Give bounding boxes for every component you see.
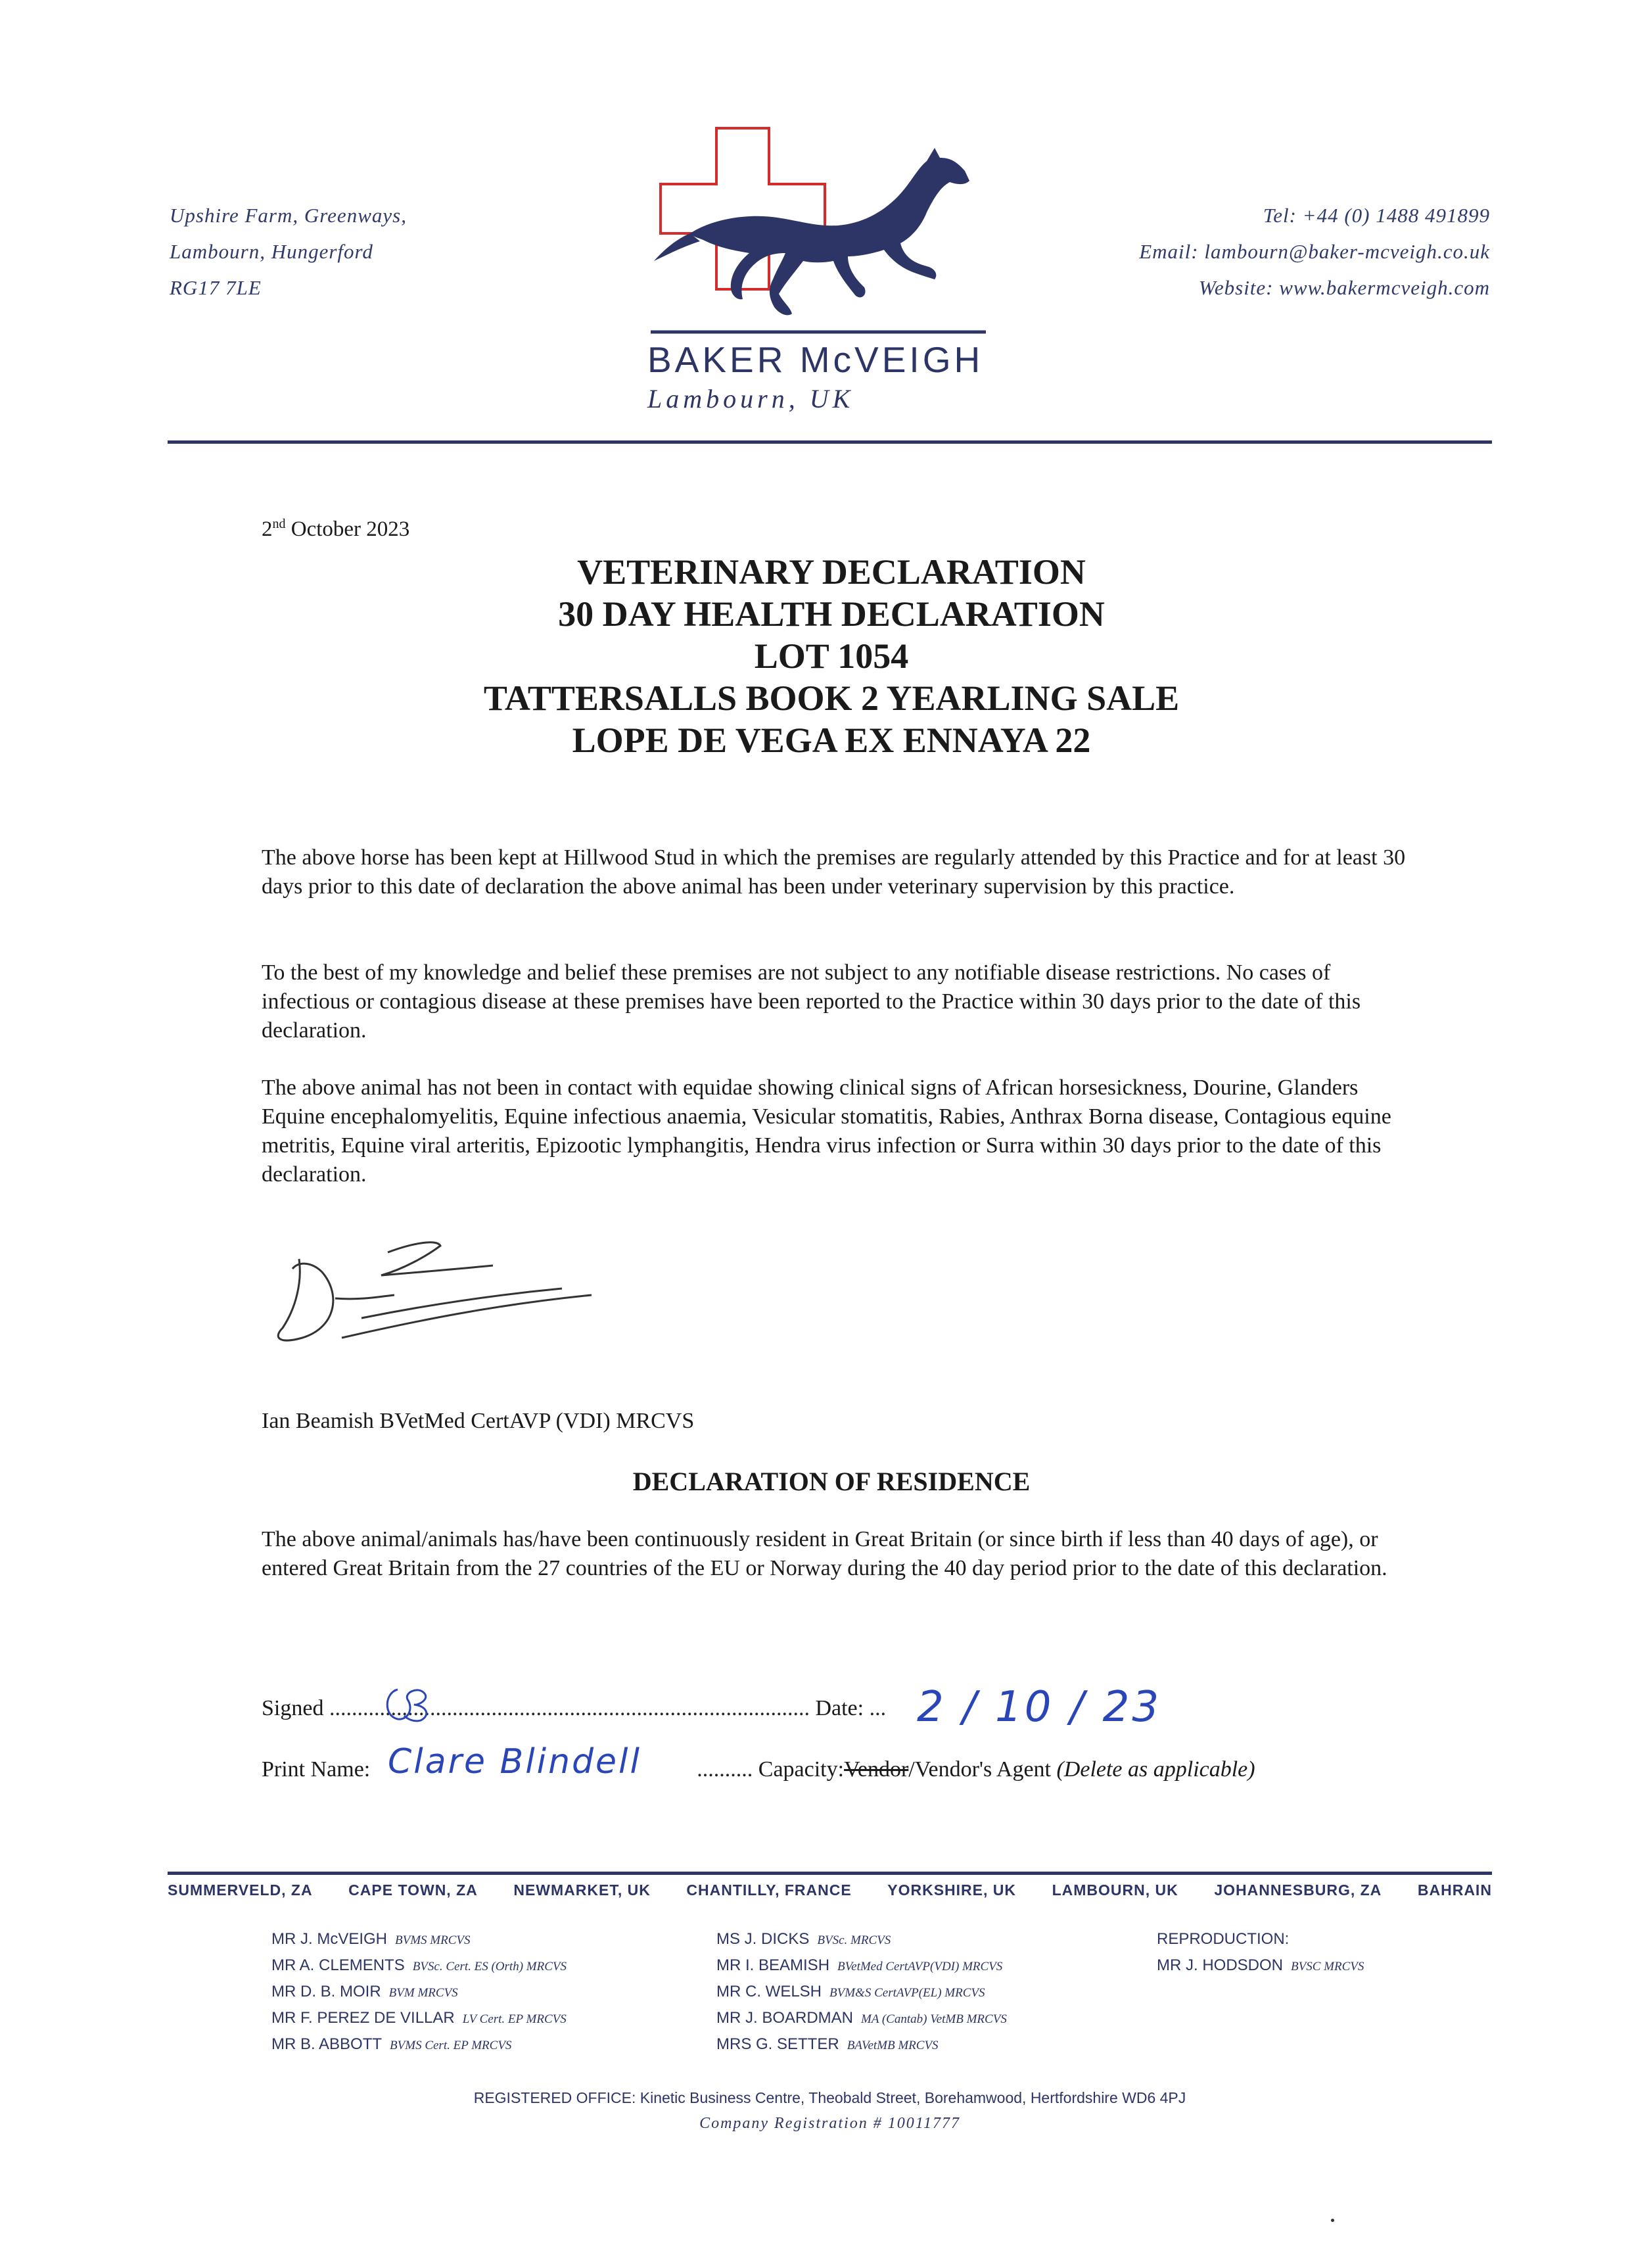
staff-entry bbox=[716, 1926, 1007, 1952]
date-field[interactable]: ... bbox=[869, 1696, 887, 1720]
staff-quals: LV Cert. EP MRCVS bbox=[462, 2012, 567, 2026]
title-line: 30 DAY HEALTH DECLARATION bbox=[558, 594, 1105, 634]
scan-speck bbox=[1331, 2219, 1334, 2222]
staff-quals: BVSc. MRCVS bbox=[817, 1933, 891, 1947]
date-rest: October 2023 bbox=[285, 517, 410, 541]
capacity-struck-option: Vendor bbox=[844, 1757, 909, 1782]
staff-entry bbox=[1157, 1952, 1364, 1979]
vet-name: Ian Beamish BVetMed CertAVP (VDI) MRCVS bbox=[262, 1409, 695, 1433]
staff-quals: BVMS MRCVS bbox=[395, 1933, 471, 1947]
address-line: Upshire Farm, Greenways, bbox=[170, 204, 407, 227]
residence-heading: DECLARATION OF RESIDENCE bbox=[632, 1467, 1031, 1496]
staff-entry bbox=[716, 2005, 1007, 2031]
baker-mcveigh-logo-icon bbox=[651, 122, 986, 339]
staff-quals: BVMS Cert. EP MRCVS bbox=[390, 2039, 512, 2052]
registered-office-label: REGISTERED OFFICE: bbox=[473, 2089, 636, 2106]
staff-entry bbox=[271, 1926, 567, 1952]
staff-column-1 bbox=[271, 1926, 567, 2058]
date-suffix: nd bbox=[272, 517, 286, 531]
signed-date-value: 2 / 10 / 23 bbox=[917, 1683, 1162, 1732]
branch-item: CAPE TOWN, ZA bbox=[348, 1881, 478, 1899]
practice-address bbox=[170, 197, 407, 306]
staff-name: MR I. BEAMISH bbox=[716, 1956, 830, 1974]
staff-entry bbox=[271, 2031, 567, 2058]
print-name-dots: .......... bbox=[697, 1757, 753, 1782]
registered-office-address: Kinetic Business Centre, Theobald Street, Borehamwood, Hertfordshire WD6 4PJ bbox=[640, 2089, 1186, 2106]
title-line: VETERINARY DECLARATION bbox=[577, 552, 1086, 592]
staff-quals: BVSc. Cert. ES (Orth) MRCVS bbox=[412, 1960, 567, 1973]
staff-quals: BAVetMB MRCVS bbox=[847, 2039, 939, 2052]
practice-contact bbox=[1139, 197, 1490, 306]
header-divider bbox=[168, 440, 1492, 444]
staff-name: MR C. WELSH bbox=[716, 1983, 822, 2000]
staff-name: MR D. B. MOIR bbox=[271, 1983, 381, 2000]
date-label: Date: bbox=[815, 1696, 864, 1720]
staff-name: MR J. BOARDMAN bbox=[716, 2009, 854, 2027]
contact-phone: Tel: +44 (0) 1488 491899 bbox=[1263, 204, 1490, 227]
staff-name: MRS G. SETTER bbox=[716, 2035, 839, 2053]
footer-divider bbox=[168, 1872, 1492, 1875]
staff-name: MR J. McVEIGH bbox=[271, 1930, 388, 1948]
staff-quals: BVM&S CertAVP(EL) MRCVS bbox=[829, 1986, 985, 2000]
staff-name: REPRODUCTION: bbox=[1157, 1930, 1290, 1948]
branch-item: JOHANNESBURG, ZA bbox=[1214, 1881, 1382, 1899]
signed-label: Signed bbox=[262, 1696, 324, 1720]
staff-name: MR A. CLEMENTS bbox=[271, 1956, 405, 1974]
branch-item: LAMBOURN, UK bbox=[1052, 1881, 1178, 1899]
vet-signature bbox=[263, 1223, 618, 1367]
registered-office bbox=[168, 2089, 1492, 2107]
staff-name: MR B. ABBOTT bbox=[271, 2035, 383, 2053]
staff-quals: BVM MRCVS bbox=[388, 1986, 458, 2000]
supervision-paragraph: The above horse has been kept at Hillwood Stud in which the premises are regularly attended by this Practice and for at least 30 days prior to this date of declaration the above animal has been under veterinary supervision by this practice. bbox=[262, 845, 1406, 899]
signature-row bbox=[262, 1696, 886, 1721]
date-day: 2 bbox=[262, 517, 273, 541]
staff-name: MR J. HODSDON bbox=[1157, 1956, 1283, 1974]
branch-item: CHANTILLY, FRANCE bbox=[686, 1881, 852, 1899]
brand-location: Lambourn, UK bbox=[647, 384, 854, 413]
branch-list bbox=[168, 1881, 1492, 1899]
title-line: TATTERSALLS BOOK 2 YEARLING SALE bbox=[483, 678, 1180, 718]
client-signature bbox=[378, 1680, 444, 1732]
branch-item: SUMMERVELD, ZA bbox=[168, 1881, 313, 1899]
branch-item: BAHRAIN bbox=[1417, 1881, 1492, 1899]
print-name-label: Print Name: bbox=[262, 1757, 371, 1782]
signature-field[interactable]: ...................................................................................... bbox=[329, 1696, 810, 1720]
staff-entry bbox=[271, 2005, 567, 2031]
brand-name: BAKER McVEIGH bbox=[647, 339, 984, 380]
branch-item: NEWMARKET, UK bbox=[513, 1881, 651, 1899]
title-line: LOT 1054 bbox=[754, 636, 909, 676]
staff-entry bbox=[1157, 1926, 1364, 1952]
title-line: LOPE DE VEGA EX ENNAYA 22 bbox=[572, 721, 1091, 760]
staff-name: MR F. PEREZ DE VILLAR bbox=[271, 2009, 455, 2027]
staff-entry bbox=[271, 1952, 567, 1979]
staff-quals: BVetMed CertAVP(VDI) MRCVS bbox=[837, 1960, 1003, 1973]
branch-item: YORKSHIRE, UK bbox=[887, 1881, 1017, 1899]
print-name-value: Clare Blindell bbox=[388, 1742, 641, 1782]
contact-email: Email: lambourn@baker-mcveigh.co.uk bbox=[1139, 240, 1490, 263]
staff-entry bbox=[716, 2031, 1007, 2058]
address-line: Lambourn, Hungerford bbox=[170, 240, 373, 263]
document-date bbox=[262, 517, 409, 542]
capacity-note: (Delete as applicable) bbox=[1056, 1757, 1255, 1782]
staff-name: MS J. DICKS bbox=[716, 1930, 810, 1948]
residence-paragraph: The above animal/animals has/have been continuously resident in Great Britain (or since birth if less than 40 days of age), or entered Great Britain from the 27 countries of the EU or Norway during the 40 day period prior to the date of this declaration. bbox=[262, 1527, 1387, 1580]
staff-quals: BVSC MRCVS bbox=[1291, 1960, 1364, 1973]
contact-website: Website: www.bakermcveigh.com bbox=[1198, 276, 1490, 299]
disease-restrictions-paragraph: To the best of my knowledge and belief these premises are not subject to any notifiable disease restrictions. No cases of infectious or contagious disease at these premises have been reported to the Practice within 30 days prior to the date of this declaration. bbox=[262, 960, 1361, 1043]
staff-column-3 bbox=[1157, 1926, 1364, 1979]
equidae-contact-paragraph: The above animal has not been in contact with equidae showing clinical signs of African horsesickness, Dourine, Glanders Equine encephalomyelitis, Equine infectious anaemia, Vesicular stomatitis, Rabies, Anthrax Borna disease, Contagious equine metritis, Equine viral arteritis, Epizootic lymphangitis, Hendra virus infection or Surra within 30 days prior to the date of this declaration. bbox=[262, 1075, 1391, 1187]
staff-entry bbox=[271, 1979, 567, 2005]
staff-column-2 bbox=[716, 1926, 1007, 2058]
capacity-label: Capacity: bbox=[758, 1757, 845, 1782]
capacity-value: /Vendor's Agent bbox=[908, 1757, 1051, 1782]
staff-entry bbox=[716, 1979, 1007, 2005]
staff-quals: MA (Cantab) VetMB MRCVS bbox=[861, 2012, 1007, 2026]
declaration-title bbox=[263, 551, 1400, 761]
company-registration: Company Registration # 10011777 bbox=[699, 2115, 960, 2132]
staff-entry bbox=[716, 1952, 1007, 1979]
address-line: RG17 7LE bbox=[170, 276, 262, 299]
